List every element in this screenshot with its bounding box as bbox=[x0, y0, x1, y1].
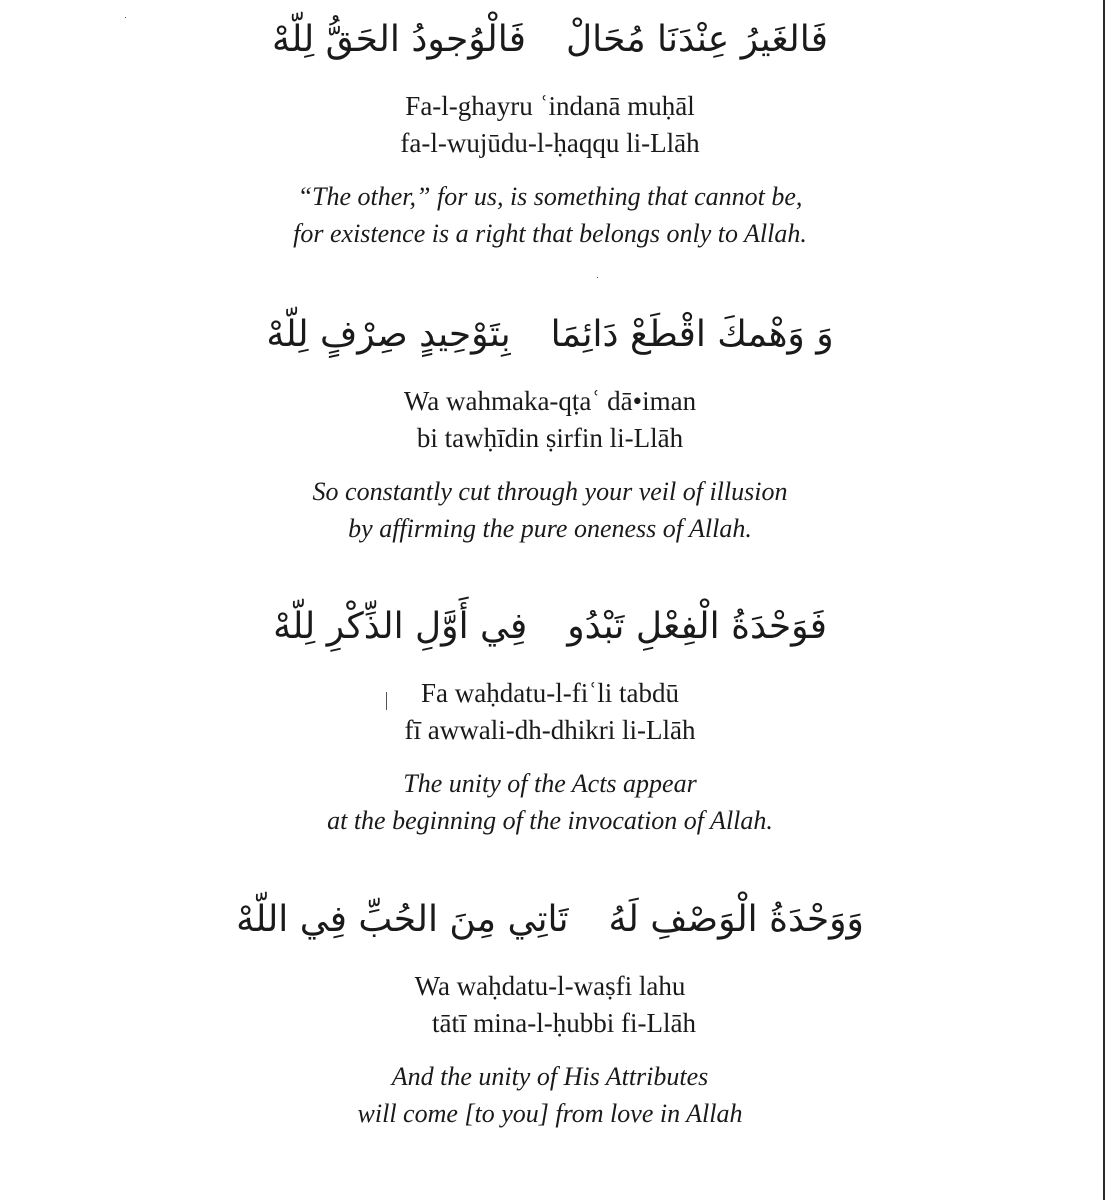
scan-speck bbox=[125, 17, 126, 18]
arabic-hemistich-1: وَ وَهْمكَ اقْطَعْ دَائِمَا bbox=[550, 314, 834, 355]
arabic-verse bbox=[0, 898, 1100, 962]
stanza-4 bbox=[0, 898, 1100, 1132]
translation-line-2: will come [to you] from love in Allah bbox=[357, 1099, 743, 1128]
page-edge-rule bbox=[1103, 0, 1105, 1200]
arabic-verse bbox=[0, 18, 1100, 82]
arabic-verse bbox=[0, 313, 1100, 377]
translation-line-2: by affirming the pure oneness of Allah. bbox=[348, 514, 752, 543]
translation-line-2: at the beginning of the invocation of Allah. bbox=[327, 806, 773, 835]
scan-speck bbox=[386, 692, 387, 710]
stanza-1 bbox=[0, 18, 1100, 252]
transliteration-line-1: Fa-l-ghayru ʿindanā muḥāl bbox=[405, 91, 695, 121]
transliteration-line-2: tātī mina-l-ḥubbi fi-Llāh bbox=[432, 1008, 696, 1038]
transliteration bbox=[0, 88, 1100, 162]
arabic-hemistich-2: فِي أَوَّلِ الذِّكْرِ لِلّهْ bbox=[273, 606, 528, 647]
stanza-3 bbox=[0, 605, 1100, 839]
transliteration bbox=[0, 383, 1100, 457]
translation bbox=[0, 178, 1100, 252]
transliteration-line-1: Wa waḥdatu-l-waṣfi lahu bbox=[414, 971, 686, 1001]
arabic-hemistich-2: فَالْوُجودُ الحَقُّ لِلّهْ bbox=[272, 19, 526, 60]
translation-line-1: And the unity of His Attributes bbox=[391, 1062, 709, 1091]
stanza-2 bbox=[0, 313, 1100, 547]
transliteration-line-1: Wa wahmaka-qṭaʿ dā•iman bbox=[403, 386, 697, 416]
translation bbox=[0, 1058, 1100, 1132]
transliteration-line-2: fa-l-wujūdu-l-ḥaqqu li-Llāh bbox=[400, 128, 700, 158]
translation-line-1: The unity of the Acts appear bbox=[403, 769, 697, 798]
arabic-hemistich-2: بِتَوْحِيدٍ صِرْفٍ لِلّهْ bbox=[266, 314, 511, 355]
translation-line-2: for existence is a right that belongs only to Allah. bbox=[293, 219, 807, 248]
translation bbox=[0, 765, 1100, 839]
arabic-hemistich-1: فَوَحْدَةُ الْفِعْلِ تَبْدُو bbox=[567, 606, 827, 647]
transliteration bbox=[0, 968, 1100, 1042]
arabic-verse bbox=[0, 605, 1100, 669]
arabic-hemistich-2: تَاتِي مِنَ الحُبِّ فِي اللّهْ bbox=[236, 899, 569, 940]
transliteration-line-1: Fa waḥdatu-l-fiʿli tabdū bbox=[421, 678, 679, 708]
arabic-hemistich-1: فَالغَيرُ عِنْدَنَا مُحَالْ bbox=[565, 19, 828, 60]
scan-speck bbox=[597, 277, 598, 278]
translation-line-1: So constantly cut through your veil of illusion bbox=[312, 477, 788, 506]
arabic-hemistich-1: وَوَحْدَةُ الْوَصْفِ لَهُ bbox=[608, 899, 864, 940]
transliteration-line-2: fī awwali-dh-dhikri li-Llāh bbox=[404, 715, 696, 745]
transliteration-line-2: bi tawḥīdin ṣirfin li-Llāh bbox=[416, 423, 684, 453]
translation bbox=[0, 473, 1100, 547]
translation-line-1: “The other,” for us, is something that cannot be, bbox=[297, 182, 803, 211]
transliteration bbox=[0, 675, 1100, 749]
